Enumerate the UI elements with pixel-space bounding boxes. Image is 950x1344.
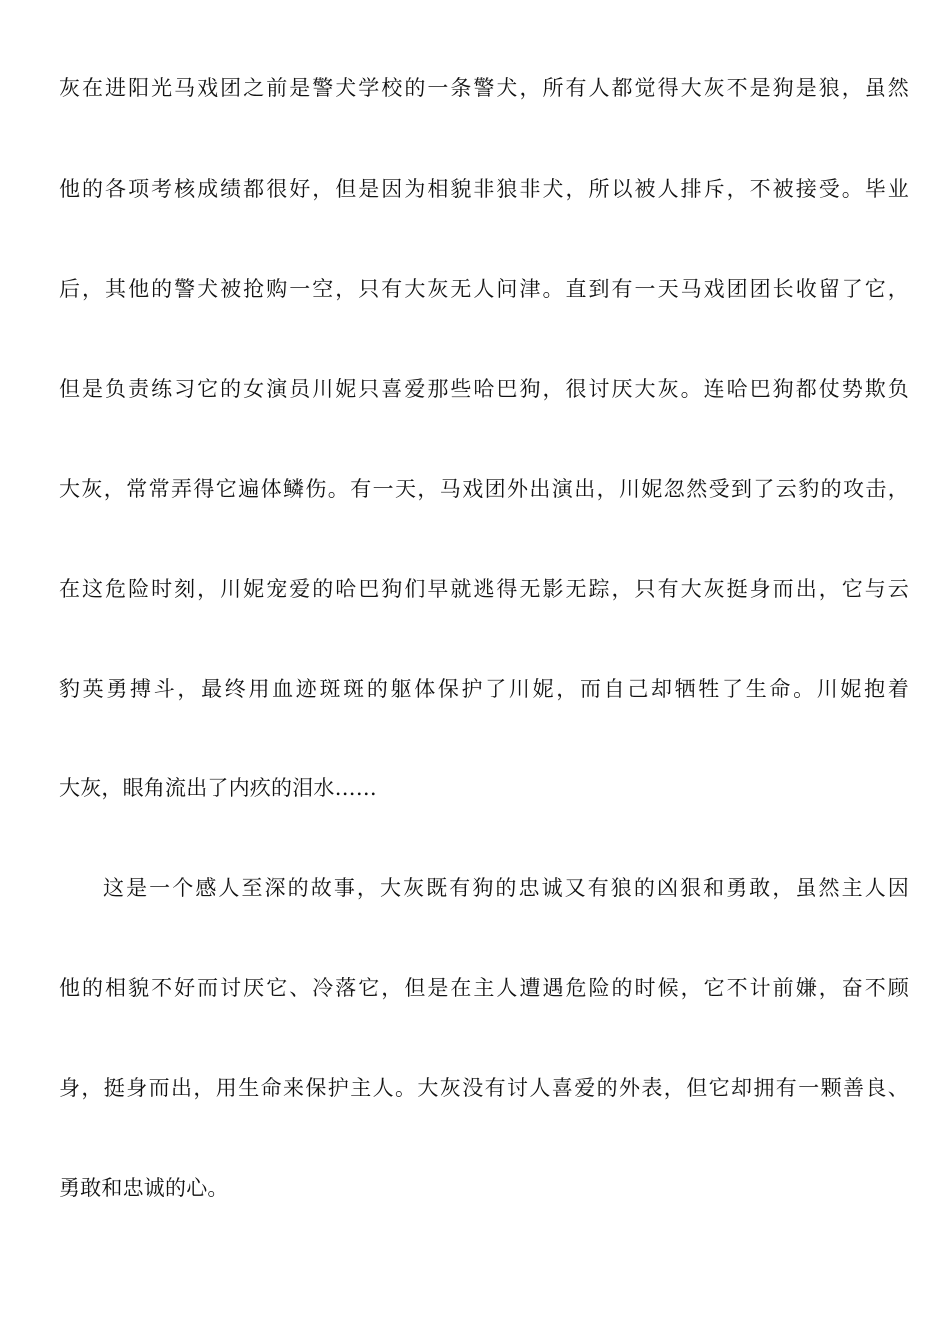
text-line: 他的各项考核成绩都很好，但是因为相貌非狼非犬，所以被人排斥，不被接受。毕业 <box>59 177 909 201</box>
text-line: 他的相貌不好而讨厌它、冷落它，但是在主人遭遇危险的时候，它不计前嫌，奋不顾 <box>59 976 909 1000</box>
text-line: 身，挺身而出，用生命来保护主人。大灰没有讨人喜爱的外表，但它却拥有一颗善良、 <box>59 1076 909 1100</box>
text-line: 灰在进阳光马戏团之前是警犬学校的一条警犬，所有人都觉得大灰不是狗是狼，虽然 <box>59 76 909 100</box>
text-line: 后，其他的警犬被抢购一空，只有大灰无人问津。直到有一天马戏团团长收留了它， <box>59 277 909 301</box>
text-line: 这是一个感人至深的故事，大灰既有狗的忠诚又有狼的凶狠和勇敢，虽然主人因 <box>103 876 909 900</box>
text-line: 勇敢和忠诚的心。 <box>59 1176 229 1200</box>
text-line: 大灰，眼角流出了内疚的泪水…… <box>59 776 377 800</box>
text-line: 但是负责练习它的女演员川妮只喜爱那些哈巴狗，很讨厌大灰。连哈巴狗都仗势欺负 <box>59 377 909 401</box>
text-line: 大灰，常常弄得它遍体鳞伤。有一天，马戏团外出演出，川妮忽然受到了云豹的攻击， <box>59 477 909 501</box>
text-line: 在这危险时刻，川妮宠爱的哈巴狗们早就逃得无影无踪，只有大灰挺身而出，它与云 <box>59 577 909 601</box>
text-line: 豹英勇搏斗，最终用血迹斑斑的躯体保护了川妮，而自己却牺牲了生命。川妮抱着 <box>59 677 909 701</box>
